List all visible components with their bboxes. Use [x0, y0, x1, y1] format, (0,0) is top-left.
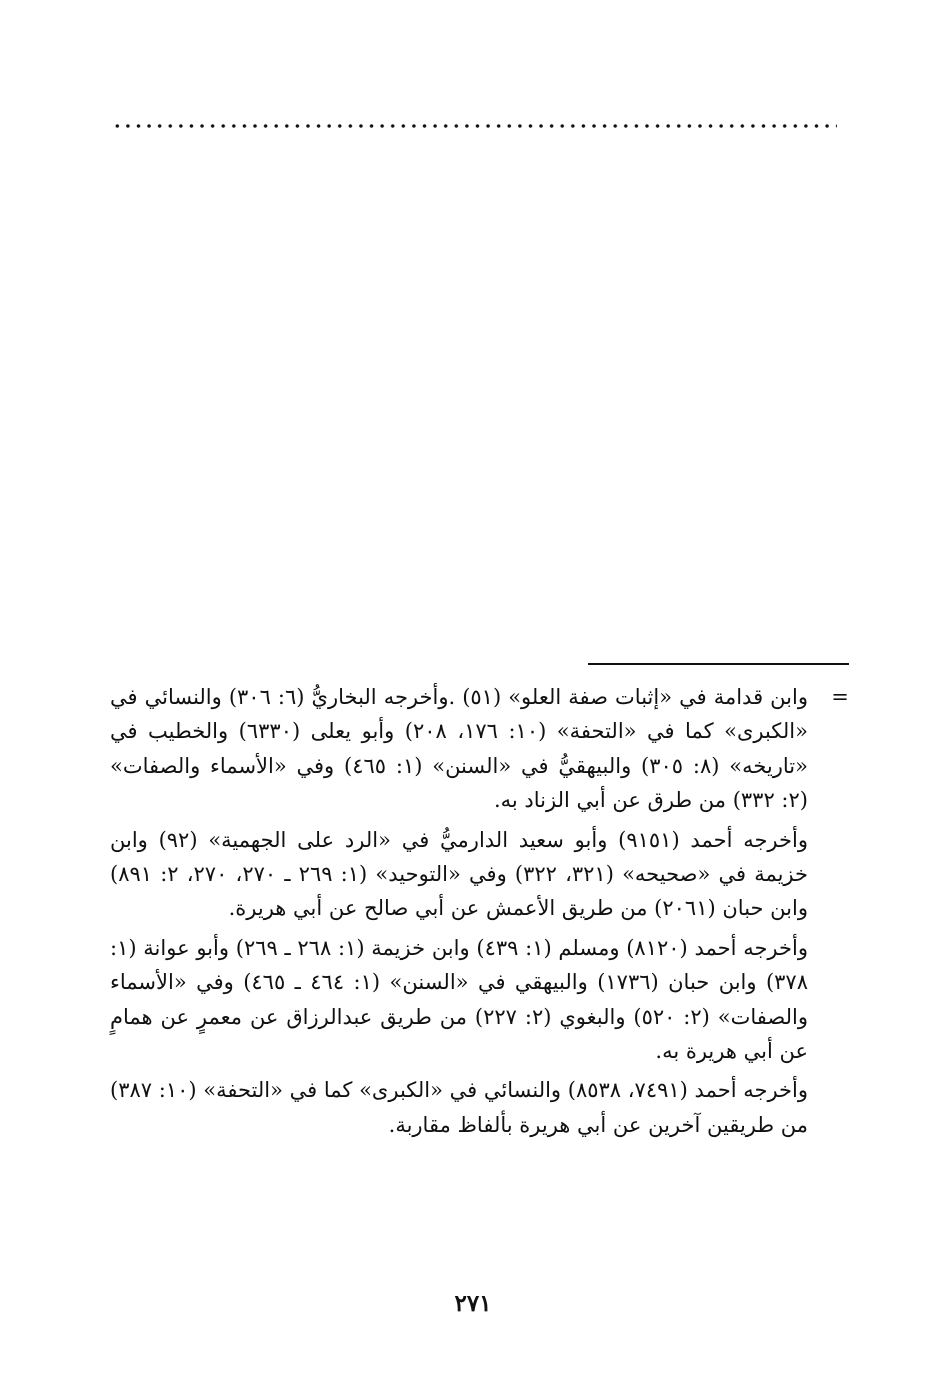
footnote-paragraph: وأخرجه أحمد (٧٤٩١، ٨٥٣٨) والنسائي في «الكبرى» كما في «التحفة» (١٠: ٣٨٧) من طريقين آخرين عن أبي هريرة بألفاظ مقاربة.: [110, 1078, 808, 1137]
footnotes-block: [110, 680, 808, 1147]
footnote-separator-line: [588, 663, 849, 665]
footnote-paragraph: وأخرجه أحمد (٩١٥١) وأبو سعيد الدارميُّ في «الرد على الجهمية» (٩٢) وابن خزيمة في «صحيحه» (٣٢١، ٣٢٢) وفي «التوحيد» (١: ٢٦٩ ـ ٢٧٠، ٢٧٠، ٢: ٨٩١) وابن حبان (٢٠٦١) من طريق الأعمش عن أبي صالح عن أبي هريرة.: [110, 827, 809, 921]
dotted-separator: [112, 118, 837, 134]
footnote-paragraph: وأخرجه أحمد (٨١٢٠) ومسلم (١: ٤٣٩) وابن خزيمة (١: ٢٦٨ ـ ٢٦٩) وأبو عوانة (١: ٣٧٨) وابن حبان (١٧٣٦) والبيهقي في «السنن» (١: ٤٦٤ ـ ٤٦٥) وفي «الأسماء والصفات» (٢: ٥٢٠) والبغوي (٢: ٢٢٧) من طريق عبدالرزاق عن معمرٍ عن همامٍ عن أبي هريرة به.: [110, 935, 808, 1064]
page-number: ٢٧١: [454, 1290, 492, 1317]
footnote-paragraph: وابن قدامة في «إثبات صفة العلو» (٥١) .وأخرجه البخاريُّ (٦: ٣٠٦) والنسائي في «الكبرى» كما في «التحفة» (١٠: ١٧٦، ٢٠٨) وأبو يعلى (٦٣٣٠) والخطيب في «تاريخه» (٨: ٣٠٥) والبيهقيُّ في «السنن» (١: ٤٦٥) وفي «الأسماء والصفات» (٢: ٣٣٢) من طرق عن أبي الزناد به.: [110, 685, 808, 813]
footnote-continuation-mark: =: [831, 685, 849, 709]
